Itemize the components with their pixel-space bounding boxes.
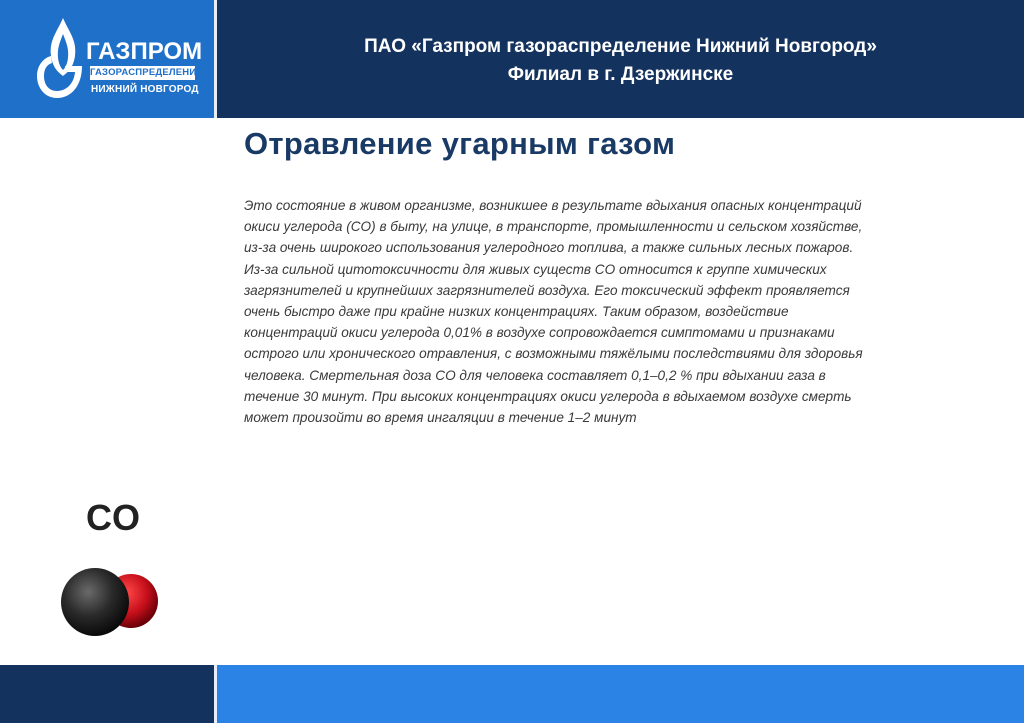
footer-left-band xyxy=(0,665,214,723)
gazprom-flame-icon xyxy=(35,16,93,102)
logo-subtitle-distribution: ГАЗОРАСПРЕДЕЛЕНИЕ xyxy=(90,67,203,78)
header-title-line1: ПАО «Газпром газораспределение Нижний Новгород» xyxy=(364,36,877,57)
co-molecule-icon xyxy=(55,560,165,650)
body-line: течение 30 минут. При высоких концентрациях окиси углерода в вдыхаемом воздухе смерть xyxy=(244,388,852,404)
logo-brand: ГАЗПРОМ xyxy=(86,38,203,65)
footer-right-band xyxy=(214,665,1024,723)
body-line: загрязнителей и крупнейших загрязнителей воздуха. Его токсический эффект проявляется xyxy=(244,282,850,298)
molecule-formula: CO xyxy=(86,497,140,538)
page-title: Отравление угарным газом xyxy=(244,126,676,161)
body-line: Из-за сильной цитотоксичности для живых существ CO относится к группе химических xyxy=(244,261,827,277)
logo-subtitle-city: НИЖНИЙ НОВГОРОД xyxy=(91,84,199,95)
body-line: острого или хронического отравления, с возможными тяжёлыми последствиями для здоровья xyxy=(244,346,863,362)
body-line: очень быстро даже при крайне низких концентрациях. Таким образом, воздействие xyxy=(244,304,789,320)
body-paragraph xyxy=(244,195,972,428)
body-line: может произойти во время ингаляции в течение 1–2 минут xyxy=(244,410,637,426)
header-title-line2: Филиал в г. Дзержинске xyxy=(507,64,734,85)
carbon-atom xyxy=(61,568,129,636)
body-line: концентраций окиси углерода 0,01% в воздухе сопровождается симптомами и признаками xyxy=(244,325,835,341)
body-line: окиси углерода (CO) в быту, на улице, в транспорте, промышленности и сельском хозяйстве, xyxy=(244,219,863,235)
header-title xyxy=(217,33,1024,89)
body-line: человека. Смертельная доза CO для человека составляет 0,1–0,2 % при вдыхании газа в xyxy=(244,367,826,383)
header-band xyxy=(214,0,1024,118)
logo-block xyxy=(0,0,214,118)
body-line: Это состояние в живом организме, возникшее в результате вдыхания опасных концентраций xyxy=(244,198,862,213)
body-line: из-за очень широкого использования углеродного топлива, а также сильных лесных пожаров. xyxy=(244,240,854,256)
